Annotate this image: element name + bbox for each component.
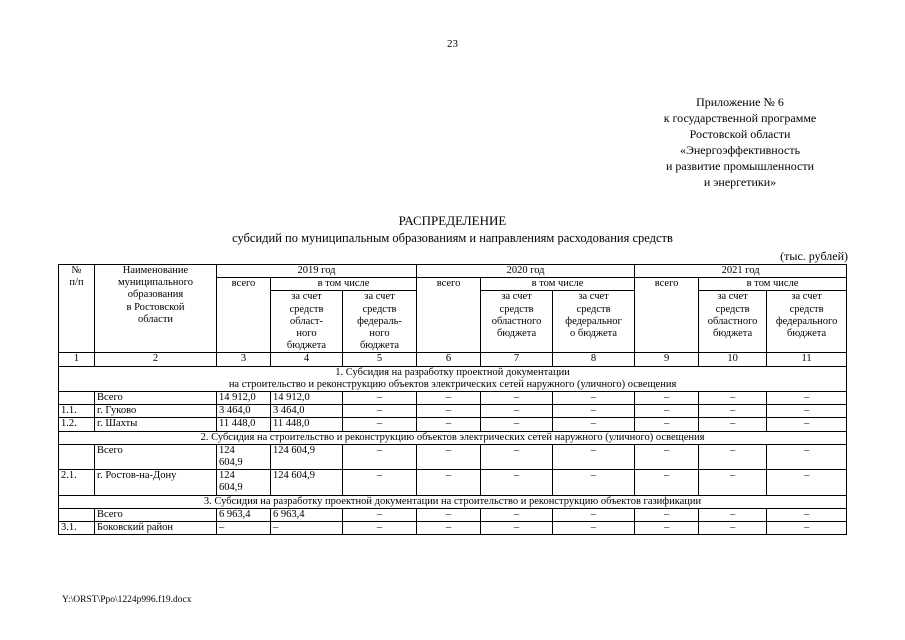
column-number: 9 [635,353,699,366]
appendix-line: к государственной программе [663,111,817,125]
section-title: 1. Субсидия на разработку проектной документации на строительство и реконструкцию объектов электрических сетей наружного (уличного) освещения [59,366,847,391]
value-cell: – [343,508,417,521]
value-cell: – [417,470,481,495]
value-cell: – [481,392,553,405]
header-regional-2019: за счет средств област- ного бюджета [271,291,343,353]
section-title-row [59,366,847,391]
value-cell: – [553,508,635,521]
value-cell: – [343,418,417,431]
value-cell: – [553,444,635,469]
column-number: 2 [95,353,217,366]
appendix-block [610,94,870,190]
value-cell: – [343,444,417,469]
value-cell: – [699,508,767,521]
value-cell: – [553,392,635,405]
value-cell: – [767,508,847,521]
value-cell: – [635,444,699,469]
value-cell: – [699,444,767,469]
appendix-line: Ростовской области [689,127,791,141]
header-num: № п/п [59,265,95,353]
value-cell: 6 963,4 [217,508,271,521]
value-cell: – [553,418,635,431]
value-cell: – [481,418,553,431]
row-number: 1.2. [59,418,95,431]
value-cell: – [699,392,767,405]
column-number: 10 [699,353,767,366]
units-label: (тыс. рублей) [780,249,848,263]
value-cell: – [417,418,481,431]
value-cell: – [699,405,767,418]
value-cell: 124 604,9 [217,444,271,469]
header-incl-2021: в том числе [699,278,847,291]
column-number: 4 [271,353,343,366]
appendix-line: Приложение № 6 [696,95,784,109]
row-name: г. Шахты [95,418,217,431]
value-cell: – [417,508,481,521]
value-cell: – [767,392,847,405]
column-number: 8 [553,353,635,366]
section-title-row [59,431,847,444]
header-incl-2020: в том числе [481,278,635,291]
file-path-footer: Y:\ORST\Ppo\1224p996.f19.docx [62,595,192,605]
header-year-2021: 2021 год [635,265,847,278]
value-cell: – [767,444,847,469]
value-cell: – [481,508,553,521]
value-cell: – [553,405,635,418]
column-number-row [59,353,847,366]
header-total-2020: всего [417,278,481,353]
table-row [59,508,847,521]
row-name: г. Гуково [95,405,217,418]
value-cell: – [699,418,767,431]
section-title: 3. Субсидия на разработку проектной документации на строительство и реконструкцию объектов газификации [59,495,847,508]
header-total-2019: всего [217,278,271,353]
value-cell: – [417,405,481,418]
value-cell: – [635,522,699,535]
row-number [59,444,95,469]
document-subtitle: субсидий по муниципальным образованиям и направлениям расходования средств [232,231,673,245]
subsidy-table [58,264,847,535]
row-name: Всего [95,392,217,405]
table-row [59,418,847,431]
value-cell: 6 963,4 [271,508,343,521]
header-federal-2020: за счет средств федеральног о бюджета [553,291,635,353]
value-cell: – [271,522,343,535]
value-cell: – [635,470,699,495]
table-row [59,444,847,469]
row-number [59,508,95,521]
row-number: 3.1. [59,522,95,535]
value-cell: – [635,405,699,418]
value-cell: 11 448,0 [217,418,271,431]
header-federal-2021: за счет средств федерального бюджета [767,291,847,353]
header-name: Наименование муниципального образования в Ростовской области [95,265,217,353]
value-cell: – [553,522,635,535]
row-number: 2.1. [59,470,95,495]
value-cell: – [343,405,417,418]
value-cell: 124 604,9 [271,444,343,469]
value-cell: – [553,470,635,495]
value-cell: – [635,392,699,405]
value-cell: 124 604,9 [271,470,343,495]
value-cell: – [699,522,767,535]
header-total-2021: всего [635,278,699,353]
appendix-line: и энергетики» [703,175,777,189]
row-name: г. Ростов-на-Дону [95,470,217,495]
header-regional-2020: за счет средств областного бюджета [481,291,553,353]
value-cell: – [767,405,847,418]
value-cell: – [417,444,481,469]
appendix-line: и развитие промышленности [665,159,815,173]
header-year-2020: 2020 год [417,265,635,278]
table-row [59,522,847,535]
appendix-line: «Энергоэффективность [679,143,801,157]
value-cell: – [417,392,481,405]
value-cell: – [767,522,847,535]
section-title: 2. Субсидия на строительство и реконструкцию объектов электрических сетей наружного (уличного) освещения [59,431,847,444]
page-number: 23 [447,38,458,50]
document-title: РАСПРЕДЕЛЕНИЕ [398,213,507,228]
header-incl-2019: в том числе [271,278,417,291]
row-name: Боковский район [95,522,217,535]
column-number: 1 [59,353,95,366]
value-cell: 3 464,0 [271,405,343,418]
column-number: 11 [767,353,847,366]
value-cell: 14 912,0 [217,392,271,405]
value-cell: – [767,470,847,495]
row-name: Всего [95,508,217,521]
value-cell: – [417,522,481,535]
value-cell: – [481,444,553,469]
value-cell: – [481,470,553,495]
header-federal-2019: за счет средств федераль- ного бюджета [343,291,417,353]
value-cell: 124 604,9 [217,470,271,495]
value-cell: – [343,522,417,535]
value-cell: – [481,405,553,418]
value-cell: – [343,392,417,405]
value-cell: 11 448,0 [271,418,343,431]
column-number: 6 [417,353,481,366]
value-cell: – [481,522,553,535]
header-row [59,265,847,278]
header-regional-2021: за счет средств областного бюджета [699,291,767,353]
header-year-2019: 2019 год [217,265,417,278]
value-cell: – [767,418,847,431]
value-cell: 3 464,0 [217,405,271,418]
column-number: 3 [217,353,271,366]
section-title-row [59,495,847,508]
value-cell: – [635,418,699,431]
row-number: 1.1. [59,405,95,418]
table-row [59,405,847,418]
table-row [59,392,847,405]
value-cell: – [217,522,271,535]
row-number [59,392,95,405]
value-cell: 14 912,0 [271,392,343,405]
column-number: 5 [343,353,417,366]
row-name: Всего [95,444,217,469]
table-row [59,470,847,495]
value-cell: – [699,470,767,495]
value-cell: – [635,508,699,521]
column-number: 7 [481,353,553,366]
value-cell: – [343,470,417,495]
